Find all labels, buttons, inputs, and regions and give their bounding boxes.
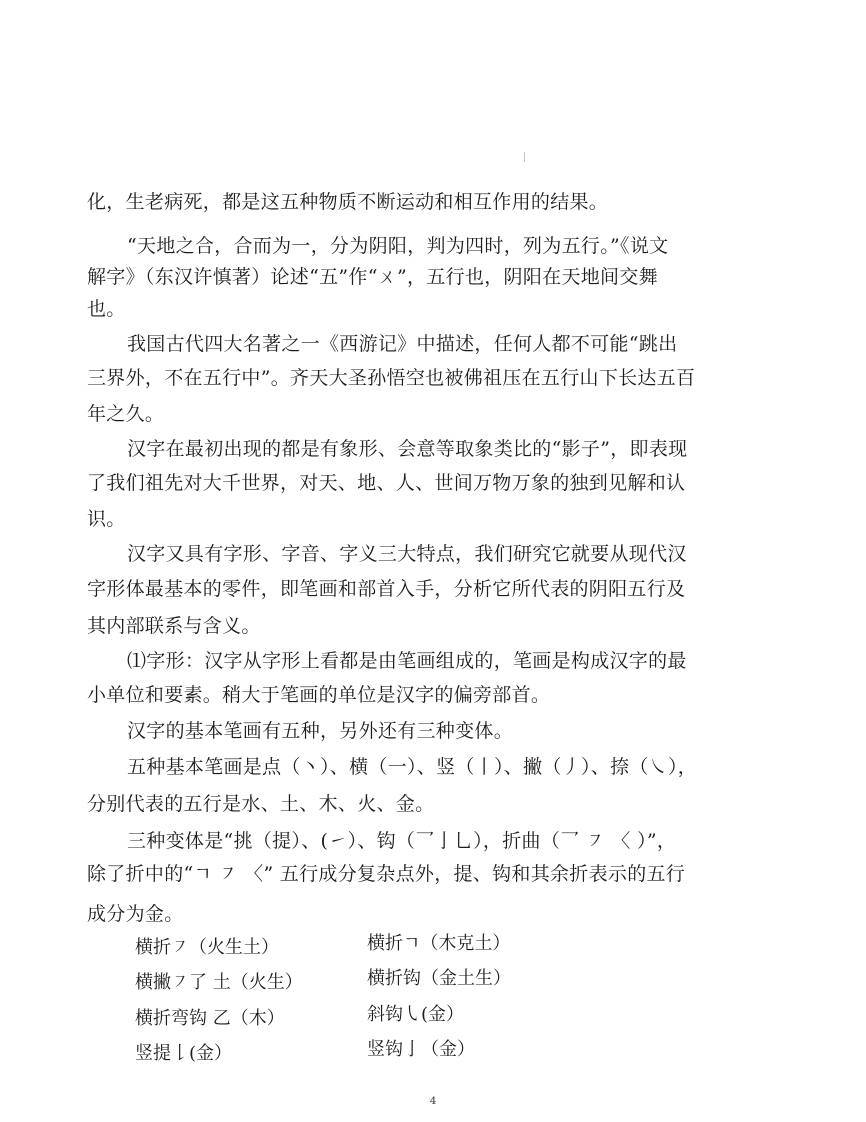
paragraph-line: 三界外，不在五行中”。齐天大圣孙悟空也被佛祖压在五行山下长达五百 xyxy=(87,367,696,389)
stroke-variant: 竖提𠄌(金） xyxy=(135,1043,233,1064)
paragraph-line: ⑴字形：汉字从字形上看都是由笔画组成的，笔画是构成汉字的最 xyxy=(127,650,687,672)
paragraph-line: 除了折中的“ㄱ ㇇ 〈” 五行成分复杂点外，提、钩和其余折表示的五行 xyxy=(87,863,686,885)
stroke-variant: 横折弯钩 乙（木） xyxy=(135,1008,285,1029)
paragraph-line: 也。 xyxy=(87,298,126,320)
paragraph-line: 解字》（东汉许慎著）论述“五”作“ㄨ”，五行也，阴阳在天地间交舞 xyxy=(87,266,658,288)
paragraph-line: 三种变体是“挑（提）、(㇀）、钩（乛亅乚），折曲（乛 ㇇ 〈 ）”， xyxy=(127,830,677,852)
paragraph-line: 了我们祖先对大千世界，对天、地、人、世间万物万象的独到见解和认 xyxy=(87,472,686,494)
stroke-variant: 横折钩（金土生） xyxy=(367,968,511,989)
paragraph-line: 汉字在最初出现的都是有象形、会意等取象类比的“影子”，即表现 xyxy=(127,438,688,460)
paragraph-line: 其内部联系与含义。 xyxy=(87,615,261,637)
stroke-variant: 斜钩㇂(金） xyxy=(367,1004,465,1025)
stroke-variant: 竖钩亅（金） xyxy=(367,1039,475,1060)
scan-speck xyxy=(524,152,525,162)
paragraph-line: 识。 xyxy=(87,508,126,530)
paragraph-line: 汉字的基本笔画有五种，另外还有三种变体。 xyxy=(127,720,514,742)
page-number: 4 xyxy=(429,1096,437,1107)
paragraph-line: “天地之合，合而为一，分为阴阳，判为四时，列为五行。”《说文 xyxy=(127,235,669,257)
stroke-variant: 横折㇇（火生土） xyxy=(135,937,279,958)
paragraph-line: 成分为金。 xyxy=(87,903,184,925)
paragraph-line: 五种基本笔画是点（丶）、横（一）、竖（丨）、撇（丿）、捺（㇏）， xyxy=(127,756,698,778)
paragraph-line: 小单位和要素。稍大于笔画的单位是汉字的偏旁部首。 xyxy=(87,684,551,706)
paragraph-line: 我国古代四大名著之一《西游记》中描述，任何人都不可能“跳出 xyxy=(127,333,678,355)
stroke-variant: 横撇㇇了 土（火生） xyxy=(135,972,303,993)
paragraph-line: 汉字又具有字形、字音、字义三大特点，我们研究它就要从现代汉 xyxy=(127,543,687,565)
paragraph-line: 字形体最基本的零件，即笔画和部首入手，分析它所代表的阴阳五行及 xyxy=(87,578,686,600)
paragraph-line: 化，生老病死，都是这五种物质不断运动和相互作用的结果。 xyxy=(87,191,609,213)
stroke-variant: 横折ㄱ（木克土） xyxy=(367,933,511,954)
paragraph-line: 年之久。 xyxy=(87,403,165,425)
paragraph-line: 分别代表的五行是水、土、木、火、金。 xyxy=(87,793,435,815)
